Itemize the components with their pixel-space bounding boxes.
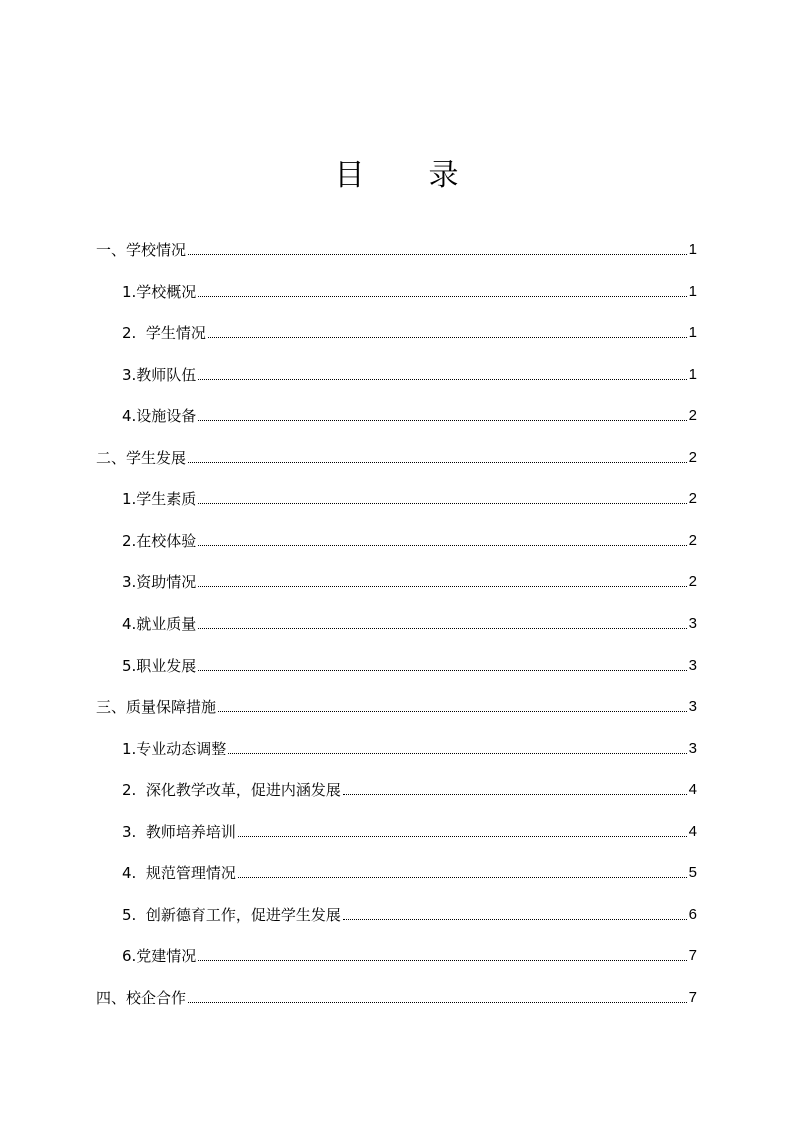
toc-dot-leader <box>198 545 686 546</box>
toc-entry-label: 2. 深化教学改革，促进内涵发展 <box>122 781 341 800</box>
toc-dot-leader <box>198 503 686 504</box>
toc-dot-leader <box>198 670 686 671</box>
toc-dot-leader <box>198 586 686 587</box>
toc-entry[interactable] <box>122 402 697 426</box>
toc-entry-page-number: 1 <box>688 324 697 342</box>
toc-entry-label: 4.设施设备 <box>122 407 197 426</box>
toc-entry[interactable] <box>122 942 697 966</box>
toc-entry[interactable] <box>96 984 697 1008</box>
toc-entry-label: 3.资助情况 <box>122 573 197 592</box>
toc-entry[interactable] <box>96 693 697 717</box>
toc-entry[interactable] <box>122 527 697 551</box>
toc-entry-page-number: 3 <box>688 656 697 674</box>
toc-entry[interactable] <box>122 361 697 385</box>
toc-dot-leader <box>188 254 687 255</box>
toc-entry-label: 5. 创新德育工作，促进学生发展 <box>122 905 341 924</box>
toc-dot-leader <box>343 794 687 795</box>
toc-entry-label: 1.学生素质 <box>122 490 197 509</box>
toc-entry-page-number: 2 <box>688 407 697 425</box>
toc-entry[interactable] <box>96 236 697 260</box>
toc-title-char-1: 目 <box>334 158 365 193</box>
toc-entry-label: 三、质量保障措施 <box>96 698 217 716</box>
toc-entry[interactable] <box>122 278 697 302</box>
toc-entry[interactable] <box>122 610 697 634</box>
toc-entry[interactable] <box>122 319 697 343</box>
toc-title <box>0 156 793 196</box>
toc-dot-leader <box>198 379 686 380</box>
toc-entry-page-number: 2 <box>688 573 697 591</box>
toc-entry-page-number: 5 <box>688 864 697 882</box>
toc-entry-page-number: 7 <box>688 947 697 965</box>
toc-entry[interactable] <box>122 859 697 883</box>
toc-dot-leader <box>198 628 686 629</box>
toc-entry[interactable] <box>122 776 697 800</box>
toc-entry-label: 1.专业动态调整 <box>122 739 227 758</box>
toc-entry[interactable] <box>122 568 697 592</box>
toc-entry-page-number: 1 <box>688 365 697 383</box>
toc-entry-label: 4. 规范管理情况 <box>122 864 236 883</box>
toc-entry-label: 2.在校体验 <box>122 531 197 550</box>
toc-entry-page-number: 3 <box>688 739 697 757</box>
toc-dot-leader <box>198 960 686 961</box>
toc-entry-page-number: 7 <box>688 988 697 1006</box>
toc-entry-page-number: 1 <box>688 241 697 258</box>
toc-entry-label: 2. 学生情况 <box>122 324 206 343</box>
toc-entry-page-number: 1 <box>688 282 697 300</box>
toc-dot-leader <box>238 836 687 837</box>
toc-dot-leader <box>198 296 686 297</box>
toc-dot-leader <box>188 1002 687 1003</box>
toc-dot-leader <box>198 420 686 421</box>
toc-entry-label: 3. 教师培养培训 <box>122 822 236 841</box>
toc-entry[interactable] <box>122 818 697 842</box>
toc-dot-leader <box>218 711 687 712</box>
toc-entry[interactable] <box>122 485 697 509</box>
toc-entry[interactable] <box>96 444 697 468</box>
toc-dot-leader <box>228 753 686 754</box>
toc-title-char-2: 录 <box>428 158 459 193</box>
toc-dot-leader <box>188 462 687 463</box>
toc-dot-leader <box>238 877 687 878</box>
toc-entry-label: 二、学生发展 <box>96 448 187 467</box>
toc-entry-label: 一、学校情况 <box>96 241 187 259</box>
toc-entry-page-number: 3 <box>688 615 697 632</box>
toc-dot-leader <box>343 919 687 920</box>
toc-entry-page-number: 4 <box>688 781 697 799</box>
toc-dot-leader <box>208 337 687 338</box>
toc-entry-page-number: 2 <box>688 448 697 466</box>
toc-entry-page-number: 3 <box>688 698 697 715</box>
toc-entry-page-number: 2 <box>688 490 697 508</box>
toc-entry-label: 3.教师队伍 <box>122 365 197 384</box>
toc-entry-page-number: 2 <box>688 531 697 549</box>
toc-entry[interactable] <box>122 901 697 925</box>
toc-entry-label: 1.学校概况 <box>122 282 197 301</box>
toc-entry[interactable] <box>122 735 697 759</box>
toc-entry-label: 4.就业质量 <box>122 615 197 633</box>
toc-entry-page-number: 6 <box>688 905 697 923</box>
toc-entry-label: 6.党建情况 <box>122 947 197 966</box>
toc-entry-page-number: 4 <box>688 822 697 840</box>
toc-entry[interactable] <box>122 652 697 676</box>
toc-entry-label: 5.职业发展 <box>122 656 197 675</box>
toc-entry-label: 四、校企合作 <box>96 988 187 1007</box>
